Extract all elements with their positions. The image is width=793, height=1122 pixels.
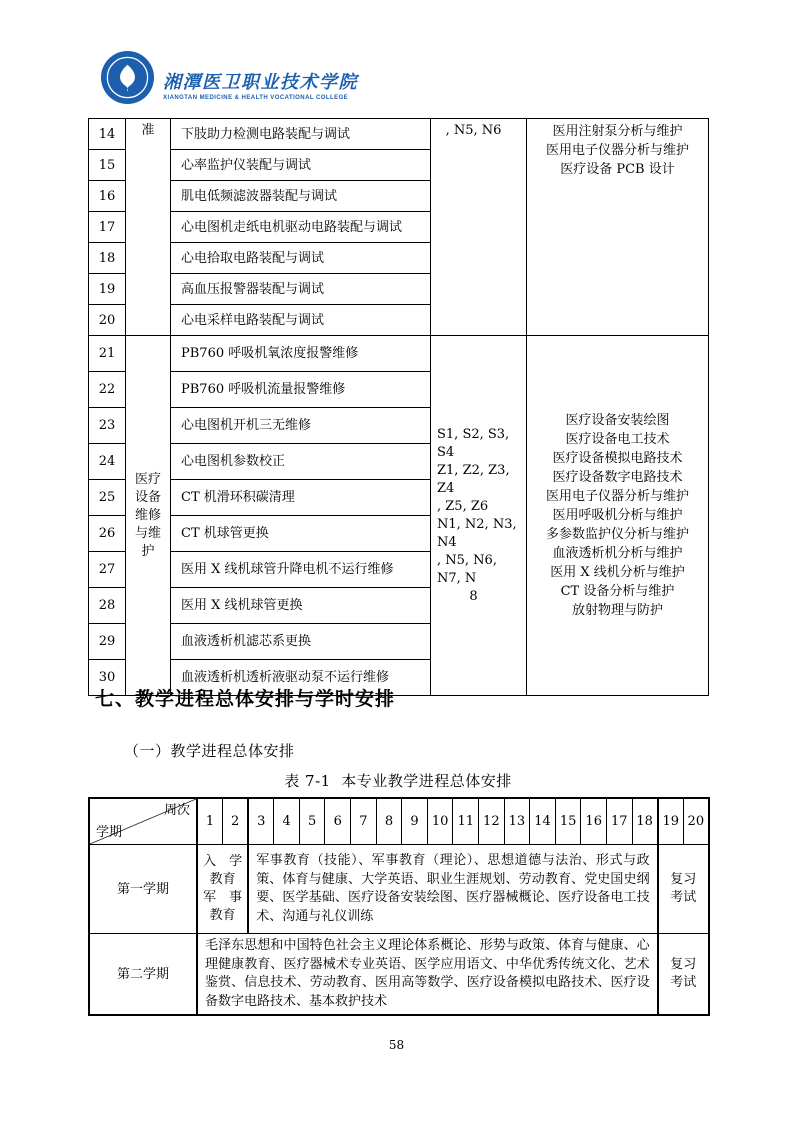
schedule-header-row bbox=[89, 798, 709, 845]
codes-cell: S1, S2, S3, S4 Z1, Z2, Z3, Z4 , Z5, Z6 N1, N2, N3, N4 , N5, N6, N7, N 8 bbox=[431, 336, 527, 696]
semester-label: 第一学期 bbox=[89, 845, 197, 934]
college-name-en: XIANGTAN MEDICINE & HEALTH VOCATIONAL COLLEGE bbox=[163, 94, 349, 101]
table-title: 表 7-1 本专业教学进程总体安排 bbox=[284, 772, 512, 790]
task-number: 19 bbox=[89, 274, 126, 305]
teaching-schedule-table bbox=[88, 797, 710, 1016]
week-header: 17 bbox=[607, 798, 633, 845]
semester-courses: 毛泽东思想和中国特色社会主义理论体系概论、形势与政策、体育与健康、心理健康教育、医疗器械术专业英语、医学应用语文、中华优秀传统文化、艺术鉴赏、信息技术、劳动教育、医用高等数学、医疗设备模拟电路技术、医疗设备数字电路技术、基本救护技术 bbox=[197, 934, 658, 1016]
semester-label: 第二学期 bbox=[89, 934, 197, 1016]
sub-heading: （一）教学进程总体安排 bbox=[124, 742, 295, 760]
week-header: 13 bbox=[504, 798, 530, 845]
task-name: 医用 X 线机球管更换 bbox=[171, 588, 431, 624]
week-header: 6 bbox=[325, 798, 351, 845]
semester-row bbox=[89, 845, 709, 934]
week-header: 16 bbox=[581, 798, 607, 845]
task-name: 肌电低频滤波器装配与调试 bbox=[171, 181, 431, 212]
college-name-cn: 湘潭医卫职业技术学院 bbox=[163, 71, 358, 93]
semester-row bbox=[89, 934, 709, 1016]
week-header: 8 bbox=[376, 798, 402, 845]
task-name: CT 机滑环积碳清理 bbox=[171, 480, 431, 516]
task-number: 25 bbox=[89, 480, 126, 516]
task-number: 28 bbox=[89, 588, 126, 624]
semester-courses: 军事教育（技能）、军事教育（理论）、思想道德与法治、形式与政策、体育与健康、大学英语、职业生涯规划、劳动教育、党史国史纲要、医学基础、医疗设备安装绘图、医疗器械概论、医疗设备电工技术、沟通与礼仪训练 bbox=[248, 845, 658, 934]
week-header: 3 bbox=[248, 798, 274, 845]
task-number: 22 bbox=[89, 372, 126, 408]
task-name: 血液透析机透析液驱动泵不运行维修 bbox=[171, 660, 431, 696]
week-header: 2 bbox=[223, 798, 249, 845]
exam-cell: 复习 考试 bbox=[658, 934, 709, 1016]
task-number: 14 bbox=[89, 119, 126, 150]
week-header: 20 bbox=[683, 798, 709, 845]
week-header: 9 bbox=[402, 798, 428, 845]
task-number: 15 bbox=[89, 150, 126, 181]
week-header: 15 bbox=[555, 798, 581, 845]
task-number: 26 bbox=[89, 516, 126, 552]
week-header: 5 bbox=[299, 798, 325, 845]
week-header: 14 bbox=[530, 798, 556, 845]
task-name: 高血压报警器装配与调试 bbox=[171, 274, 431, 305]
related-courses-cell: 医疗设备安装绘图 医疗设备电工技术 医疗设备模拟电路技术 医疗设备数字电路技术 医用电子仪器分析与维护 医用呼吸机分析与维护 多参数监护仪分析与维护 血液透析机分析与维护 医用 X 线机分析与维护 CT 设备分析与维护 放射物理与防护 bbox=[527, 336, 709, 696]
week-header: 18 bbox=[632, 798, 658, 845]
week-header: 4 bbox=[274, 798, 300, 845]
task-number: 27 bbox=[89, 552, 126, 588]
task-number: 21 bbox=[89, 336, 126, 372]
practice-tasks-table bbox=[88, 118, 709, 696]
task-number: 17 bbox=[89, 212, 126, 243]
page-number: 58 bbox=[388, 1038, 405, 1052]
intro-education-cell: 入 学 教育 军 事 教育 bbox=[197, 845, 248, 934]
category-cell: 医疗 设备 维修 与维 护 bbox=[126, 336, 171, 696]
task-name: PB760 呼吸机氧浓度报警维修 bbox=[171, 336, 431, 372]
task-number: 23 bbox=[89, 408, 126, 444]
college-emblem-icon bbox=[100, 50, 155, 109]
task-name: 心电采样电路装配与调试 bbox=[171, 305, 431, 336]
task-number: 29 bbox=[89, 624, 126, 660]
week-header: 1 bbox=[197, 798, 223, 845]
task-name: 心电图机走纸电机驱动电路装配与调试 bbox=[171, 212, 431, 243]
college-logo bbox=[100, 50, 358, 109]
task-name: CT 机球管更换 bbox=[171, 516, 431, 552]
corner-label-week: 周次 bbox=[163, 803, 190, 818]
task-name: 医用 X 线机球管升降电机不运行维修 bbox=[171, 552, 431, 588]
task-number: 20 bbox=[89, 305, 126, 336]
task-name: 下肢助力检测电路装配与调试 bbox=[171, 119, 431, 150]
task-number: 18 bbox=[89, 243, 126, 274]
table-row bbox=[89, 336, 709, 372]
week-header: 11 bbox=[453, 798, 479, 845]
exam-cell: 复习 考试 bbox=[658, 845, 709, 934]
related-courses-cell: 医用注射泵分析与维护 医用电子仪器分析与维护 医疗设备 PCB 设计 bbox=[527, 119, 709, 336]
task-name: 血液透析机滤芯系更换 bbox=[171, 624, 431, 660]
task-name: 心电图机开机三无维修 bbox=[171, 408, 431, 444]
table-row bbox=[89, 119, 709, 150]
task-name: 心电图机参数校正 bbox=[171, 444, 431, 480]
task-name: 心率监护仪装配与调试 bbox=[171, 150, 431, 181]
task-number: 16 bbox=[89, 181, 126, 212]
section-heading: 七、教学进程总体安排与学时安排 bbox=[95, 688, 396, 710]
week-header: 12 bbox=[479, 798, 505, 845]
task-number: 30 bbox=[89, 660, 126, 696]
corner-diagonal-cell bbox=[89, 798, 197, 845]
task-name: 心电拾取电路装配与调试 bbox=[171, 243, 431, 274]
task-number: 24 bbox=[89, 444, 126, 480]
category-cell: 准 bbox=[126, 119, 171, 336]
codes-cell: , N5, N6 bbox=[431, 119, 527, 336]
task-name: PB760 呼吸机流量报警维修 bbox=[171, 372, 431, 408]
week-header: 7 bbox=[351, 798, 377, 845]
corner-label-semester: 学期 bbox=[96, 825, 123, 840]
week-header: 10 bbox=[427, 798, 453, 845]
week-header: 19 bbox=[658, 798, 684, 845]
